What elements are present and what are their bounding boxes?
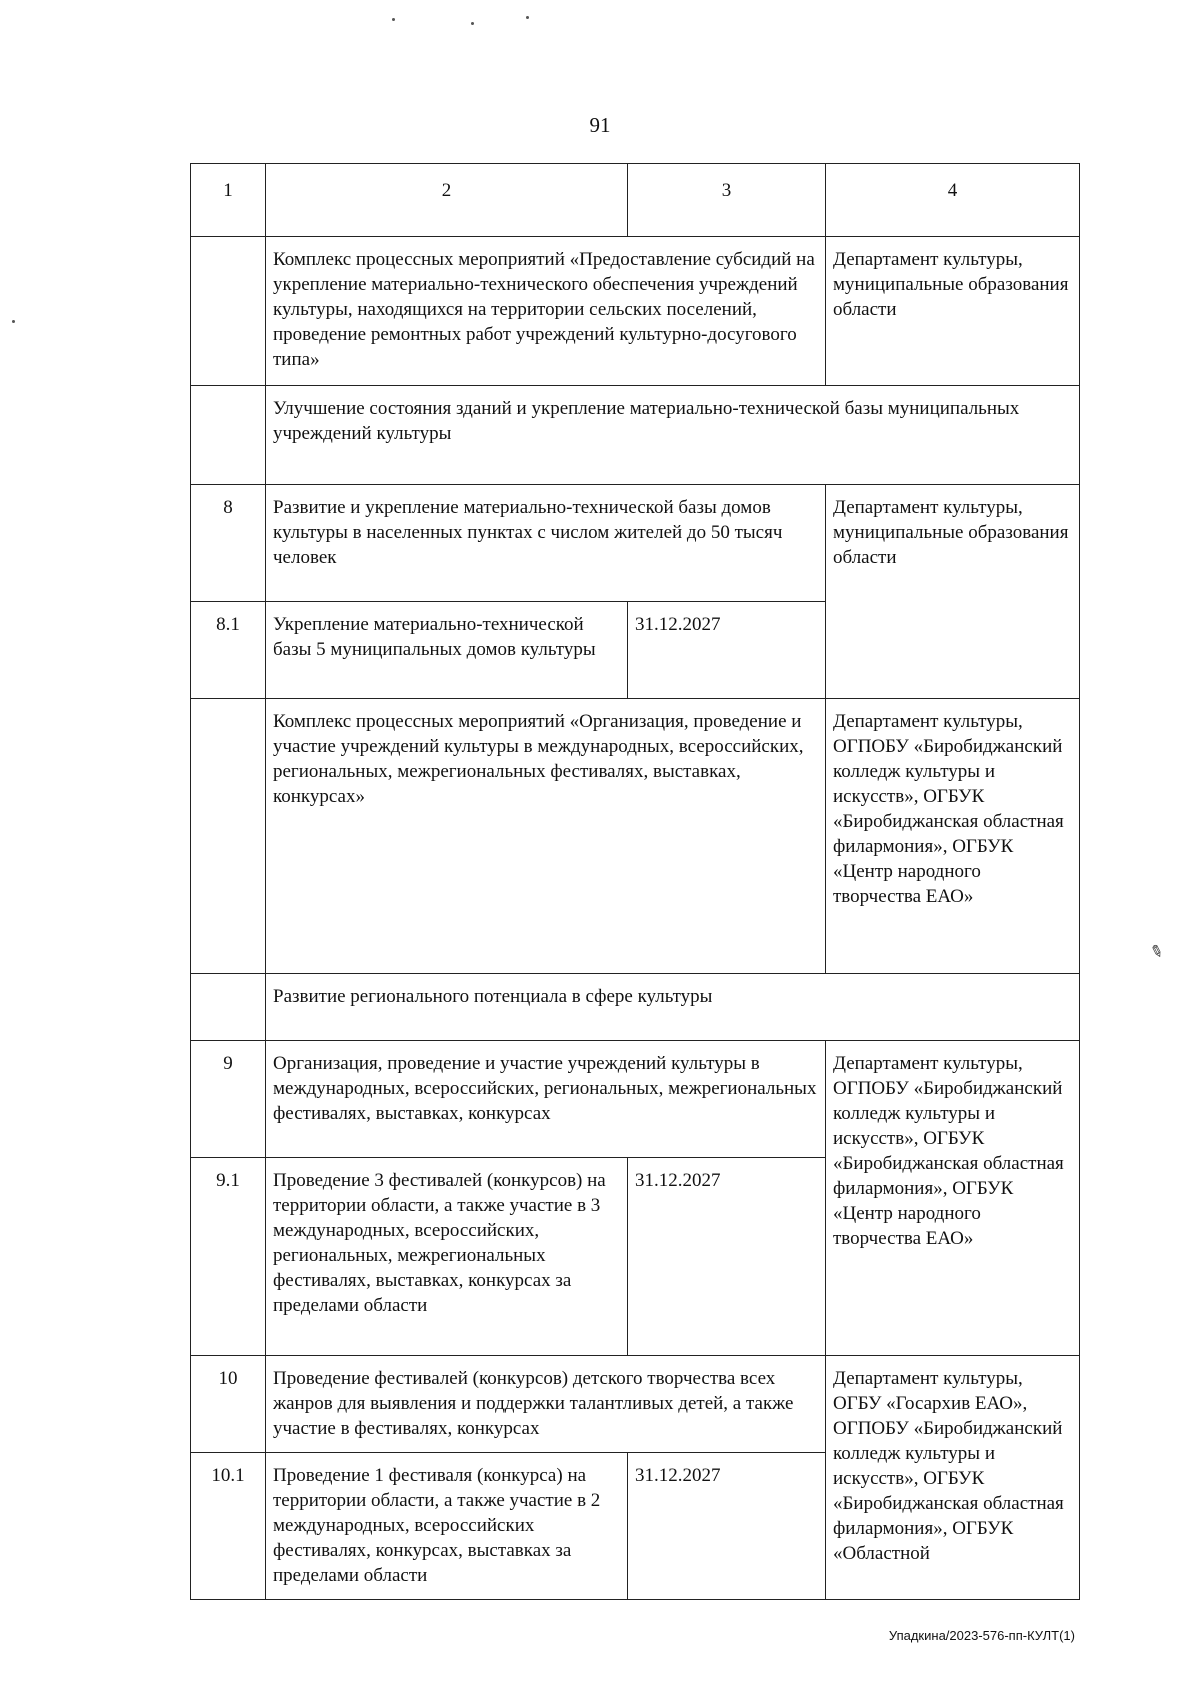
result-cell: Проведение 1 фестиваля (конкурса) на территории области, а также участие в 2 международных, всероссийских фестивалях, конкурсах, выставках за пределами области	[266, 1453, 628, 1600]
row-number-cell	[191, 237, 266, 386]
result-cell: Проведение 3 фестивалей (конкурсов) на территории области, а также участие в 3 международных, всероссийских, региональных, межрегиональных фестивалях, выставках, конкурсах за пределами области	[266, 1158, 628, 1356]
table-row	[191, 1041, 1080, 1158]
row-number-cell	[191, 386, 266, 485]
date-cell: 31.12.2027	[628, 1158, 826, 1356]
scan-artifact-dot	[12, 320, 15, 323]
table-row	[191, 699, 1080, 974]
complex-activities-cell: Комплекс процессных мероприятий «Предоставление субсидий на укрепление материально-технического обеспечения учреждений культуры, находящихся на территории сельских поселений, проведение ремонтных работ учреждений культурно-досугового типа»	[266, 237, 826, 386]
header-cell-1: 1	[191, 164, 266, 237]
activities-table	[190, 163, 1080, 1600]
row-number-cell: 8	[191, 485, 266, 602]
header-cell-4: 4	[826, 164, 1080, 237]
row-number-cell: 9.1	[191, 1158, 266, 1356]
responsible-cell: Департамент культуры, муниципальные образования области	[826, 485, 1080, 699]
header-cell-3: 3	[628, 164, 826, 237]
scan-artifact-dot	[526, 16, 529, 19]
date-cell: 31.12.2027	[628, 1453, 826, 1600]
goal-cell: Улучшение состояния зданий и укрепление материально-технической базы муниципальных учреждений культуры	[266, 386, 1080, 485]
table-row	[191, 386, 1080, 485]
row-number-cell: 10.1	[191, 1453, 266, 1600]
date-cell: 31.12.2027	[628, 602, 826, 699]
responsible-cell: Департамент культуры, муниципальные образования области	[826, 237, 1080, 386]
header-cell-2: 2	[266, 164, 628, 237]
activity-cell: Развитие и укрепление материально-технической базы домов культуры в населенных пунктах с числом жителей до 50 тысяч человек	[266, 485, 826, 602]
row-number-cell: 8.1	[191, 602, 266, 699]
row-number-cell: 10	[191, 1356, 266, 1453]
responsible-cell: Департамент культуры, ОГБУ «Госархив ЕАО», ОГПОБУ «Биробиджанский колледж культуры и искусств», ОГБУК «Биробиджанская областная филармония», ОГБУК «Областной	[826, 1356, 1080, 1600]
scan-artifact-dot	[471, 22, 474, 25]
table-header-row	[191, 164, 1080, 237]
row-number-cell	[191, 699, 266, 974]
result-cell: Укрепление материально-технической базы 5 муниципальных домов культуры	[266, 602, 628, 699]
responsible-cell: Департамент культуры, ОГПОБУ «Биробиджанский колледж культуры и искусств», ОГБУК «Биробиджанская областная филармония», ОГБУК «Центр народного творчества ЕАО»	[826, 1041, 1080, 1356]
table-row	[191, 1356, 1080, 1453]
goal-cell: Развитие регионального потенциала в сфере культуры	[266, 974, 1080, 1041]
row-number-cell: 9	[191, 1041, 266, 1158]
activity-cell: Проведение фестивалей (конкурсов) детского творчества всех жанров для выявления и поддержки талантливых детей, а также участие в фестивалях, конкурсах	[266, 1356, 826, 1453]
row-number-cell	[191, 974, 266, 1041]
scan-artifact-dot	[392, 18, 395, 21]
responsible-cell: Департамент культуры, ОГПОБУ «Биробиджанский колледж культуры и искусств», ОГБУК «Биробиджанская областная филармония», ОГБУК «Центр народного творчества ЕАО»	[826, 699, 1080, 974]
complex-activities-cell: Комплекс процессных мероприятий «Организация, проведение и участие учреждений культуры в международных, всероссийских, региональных, межрегиональных фестивалях, выставках, конкурсах»	[266, 699, 826, 974]
document-reference: Упадкина/2023-576-пп-КУЛТ(1)	[888, 1628, 1075, 1643]
page-number: 91	[589, 113, 611, 137]
table-row	[191, 237, 1080, 386]
activity-cell: Организация, проведение и участие учреждений культуры в международных, всероссийских, региональных, межрегиональных фестивалях, выставках, конкурсах	[266, 1041, 826, 1158]
table-row	[191, 485, 1080, 602]
scan-artifact-mark: ✎	[1147, 942, 1166, 963]
table-row	[191, 974, 1080, 1041]
